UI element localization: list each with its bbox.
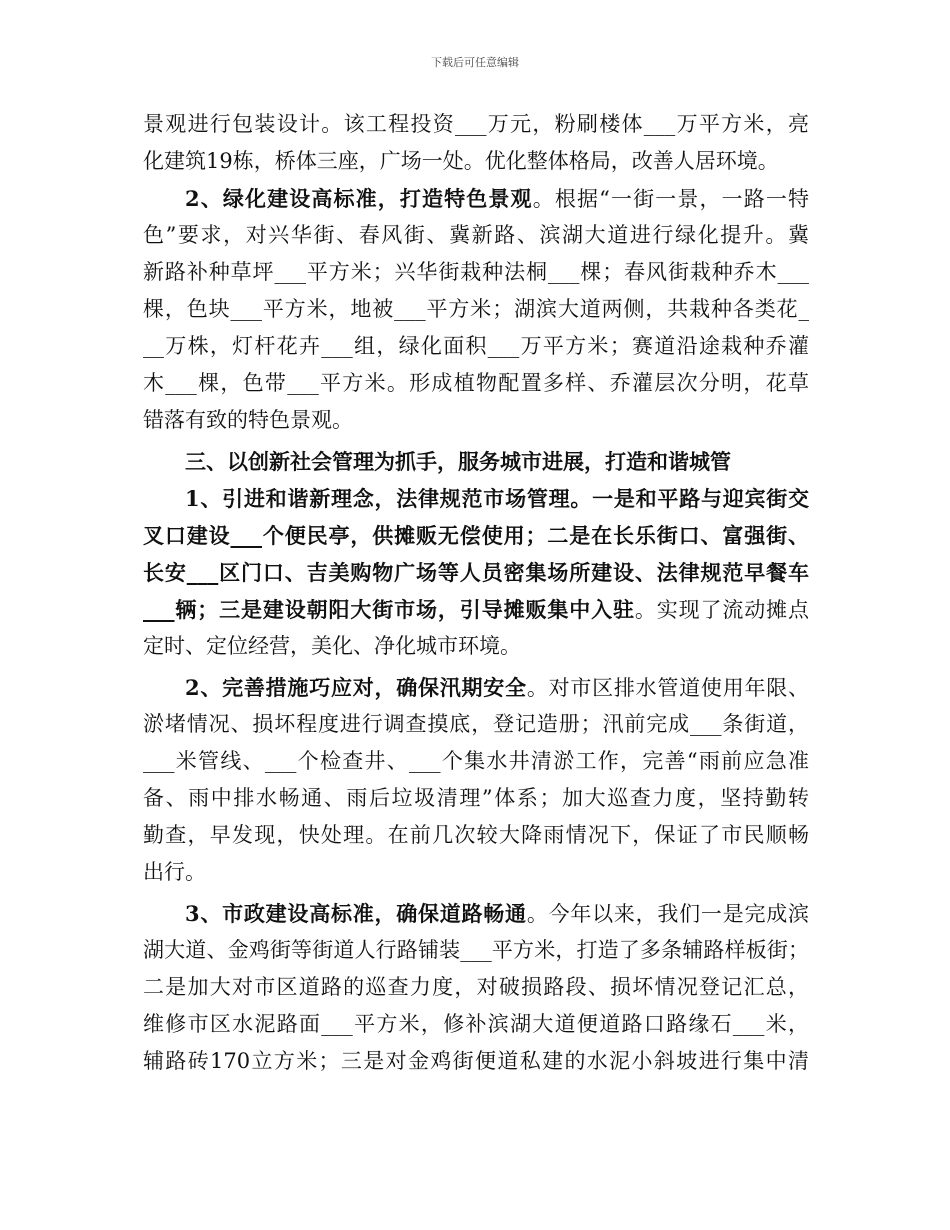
text-line: 木___棵，色带___平方米。形成植物配置多样、乔灌层次分明，花草: [143, 371, 809, 395]
document-body: [143, 106, 809, 1080]
text-line: 叉口建设___个便民亭，供摊贩无偿使用；二是在长乐街口、富强街、: [143, 523, 809, 548]
text-line: 备、雨中排水畅通、雨后垃圾清理”体系；加大巡查力度，坚持勤转: [143, 786, 809, 810]
text-line: 2、绿化建设高标准，打造特色景观。根据“一街一景，一路一特: [185, 186, 809, 211]
text-line: 辅路砖170立方米；三是对金鸡街便道私建的水泥小斜坡进行集中清: [143, 1049, 809, 1073]
text-line: __万株，灯杆花卉___组，绿化面积___万平方米；赛道沿途栽种乔灌: [143, 334, 809, 358]
text-line: 棵，色块___平方米，地被___平方米；湖滨大道两侧，共栽种各类花_: [143, 297, 809, 321]
text-line: 3、市政建设高标准，确保道路畅通。今年以来，我们一是完成滨: [185, 901, 809, 926]
text-line: 二是加大对市区道路的巡查力度，对破损路段、损坏情况登记汇总，: [143, 975, 809, 999]
text-line: 色”要求，对兴华街、春风街、冀新路、滨湖大道进行绿化提升。冀: [143, 223, 809, 247]
text-line: 湖大道、金鸡街等街道人行路铺装___平方米，打造了多条辅路样板街；: [143, 938, 809, 962]
text-line: 出行。: [143, 860, 206, 884]
text-line: 新路补种草坪___平方米；兴华街栽种法桐___棵；春风街栽种乔木___: [143, 260, 809, 284]
text-line: 2、完善措施巧应对，确保汛期安全。对市区排水管道使用年限、: [185, 675, 809, 700]
text-line: 维修市区水泥路面___平方米，修补滨湖大道便道路口路缘石___米，: [143, 1012, 809, 1036]
text-line: 景观进行包装设计。该工程投资___万元，粉刷楼体___万平方米，亮: [143, 112, 809, 136]
text-line: 1、引进和谐新理念，法律规范市场管理。一是和平路与迎宾街交: [185, 486, 809, 511]
section-heading: 三、以创新社会管理为抓手，服务城市进展，打造和谐城管: [185, 449, 731, 474]
text-line: ___辆；三是建设朝阳大街市场，引导摊贩集中入驻。实现了流动摊点: [143, 597, 809, 622]
text-line: 错落有致的特色景观。: [143, 408, 353, 432]
text-line: 长安___区门口、吉美购物广场等人员密集场所建设、法律规范早餐车: [143, 560, 809, 585]
text-line: ___米管线、___个检查井、___个集水井清淤工作，完善“雨前应急准: [143, 749, 809, 773]
page-header: 下载后可任意编辑: [431, 56, 519, 69]
text-line: 淤堵情况、损坏程度进行调查摸底，登记造册；汛前完成___条街道，: [143, 712, 809, 736]
text-line: 定时、定位经营，美化、净化城市环境。: [143, 634, 521, 658]
text-line: 勤查，早发现，快处理。在前几次较大降雨情况下，保证了市民顺畅: [143, 823, 809, 847]
text-line: 化建筑19栋，桥体三座，广场一处。优化整体格局，改善人居环境。: [143, 149, 779, 173]
